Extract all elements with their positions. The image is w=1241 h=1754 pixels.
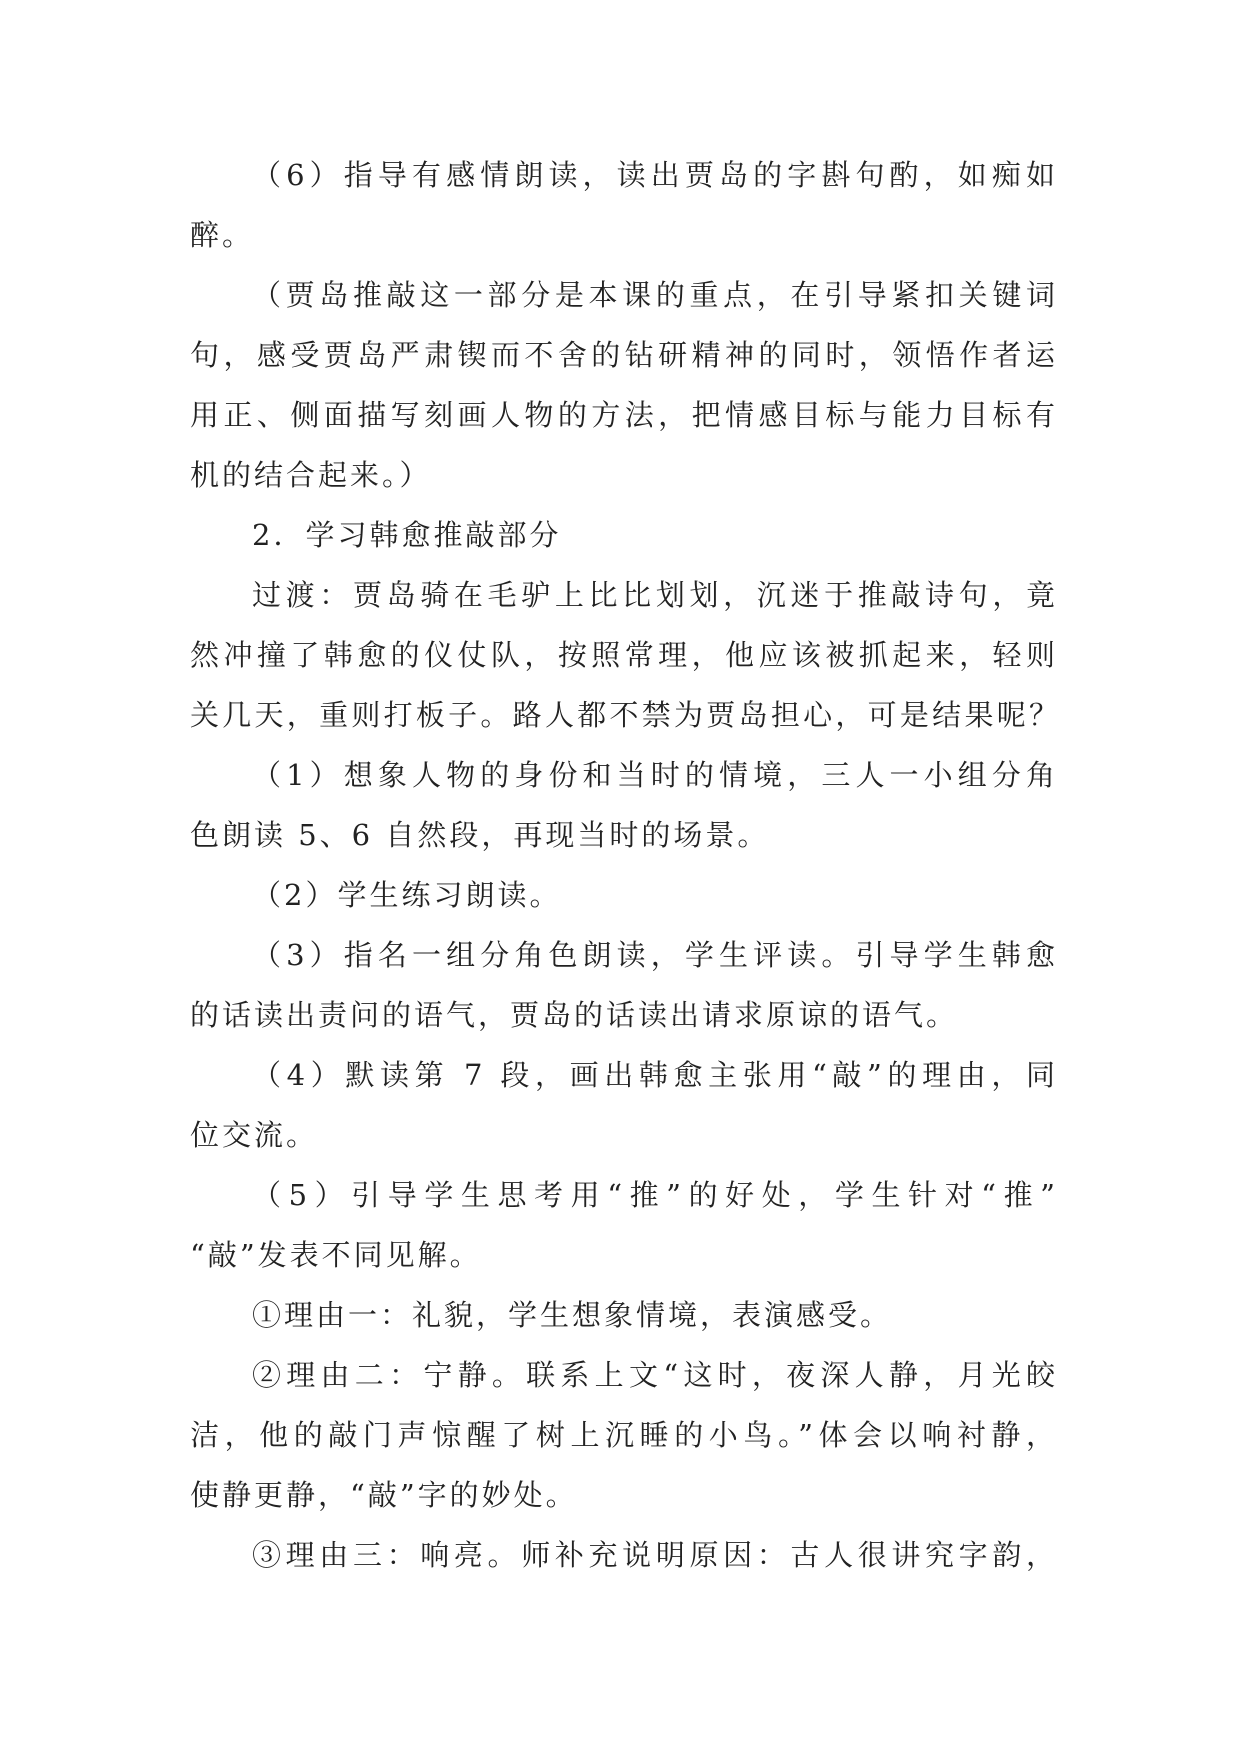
paragraph-line: 醉。 <box>190 218 255 252</box>
paragraph-line: 过渡：贾岛骑在毛驴上比比划划，沉迷于推敲诗句，竟 <box>252 578 1058 612</box>
paragraph-line: 使静更静，“敲”字的妙处。 <box>190 1478 578 1512</box>
paragraph-line: ①理由一：礼貌，学生想象情境，表演感受。 <box>252 1298 893 1332</box>
paragraph-line: 洁，他的敲门声惊醒了树上沉睡的小鸟。”体会以响衬静， <box>190 1418 1058 1452</box>
paragraph-line: ③理由三：响亮。师补充说明原因：古人很讲究字韵， <box>252 1538 1058 1572</box>
paragraph-line: （3）指名一组分角色朗读，学生评读。引导学生韩愈 <box>252 938 1058 972</box>
paragraph-line: （贾岛推敲这一部分是本课的重点，在引导紧扣关键词 <box>252 278 1058 312</box>
paragraph-line: 机的结合起来。） <box>190 458 432 492</box>
paragraph-line: 用正、侧面描写刻画人物的方法，把情感目标与能力目标有 <box>190 398 1058 432</box>
document-body <box>190 155 1058 1575</box>
paragraph-line: 关几天，重则打板子。路人都不禁为贾岛担心，可是结果呢？ <box>190 698 1058 732</box>
paragraph-line: 色朗读 5、6 自然段，再现当时的场景。 <box>190 818 770 852</box>
paragraph-line: “敲”发表不同见解。 <box>190 1238 482 1272</box>
paragraph-line: 句，感受贾岛严肃锲而不舍的钻研精神的同时，领悟作者运 <box>190 338 1058 372</box>
paragraph-line: （5）引导学生思考用“推”的好处，学生针对“推” <box>252 1178 1058 1212</box>
paragraph-line: ②理由二：宁静。联系上文“这时，夜深人静，月光皎 <box>252 1358 1058 1392</box>
paragraph-line: （2）学生练习朗读。 <box>252 878 562 912</box>
paragraph-line: （1）想象人物的身份和当时的情境，三人一小组分角 <box>252 758 1058 792</box>
section-heading: 2．学习韩愈推敲部分 <box>252 518 562 552</box>
paragraph-line: （6）指导有感情朗读，读出贾岛的字斟句酌，如痴如 <box>252 158 1058 192</box>
paragraph-line: 的话读出责问的语气，贾岛的话读出请求原谅的语气。 <box>190 998 959 1032</box>
paragraph-line: （4）默读第 7 段，画出韩愈主张用“敲”的理由，同 <box>252 1058 1058 1092</box>
paragraph-line: 然冲撞了韩愈的仪仗队，按照常理，他应该被抓起来，轻则 <box>190 638 1058 672</box>
paragraph-line: 位交流。 <box>190 1118 319 1152</box>
